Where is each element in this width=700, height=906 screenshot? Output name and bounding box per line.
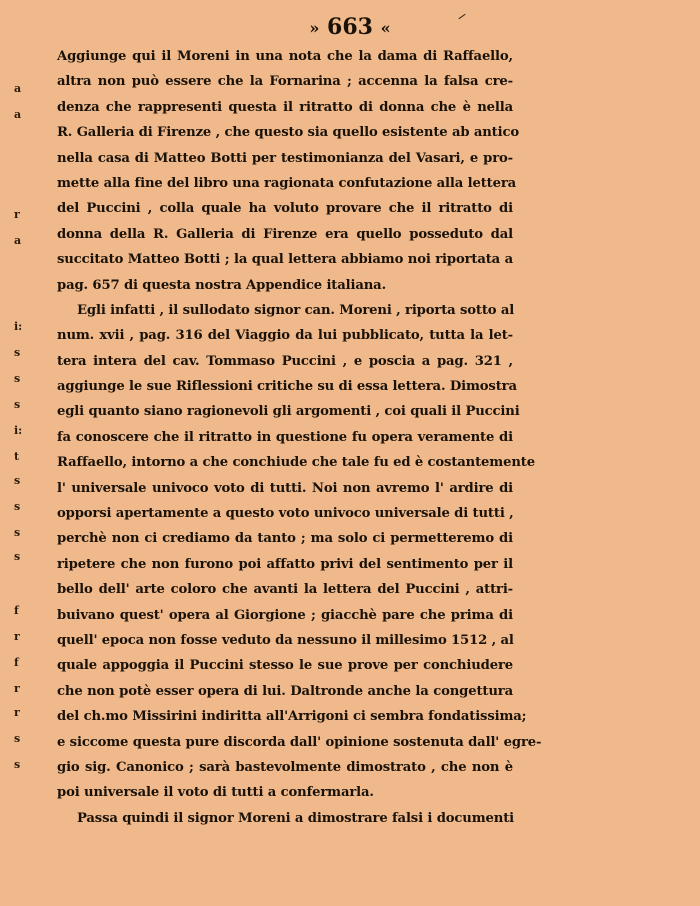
text-line: l' universale univoco voto di tutti. Noi non avremo l' ardire di: [57, 480, 513, 496]
margin-mark: r: [14, 706, 20, 719]
text-line: tera intera del cav. Tommaso Puccini , e poscia a pag. 321 ,: [57, 353, 513, 369]
text-line: che non potè esser opera di lui. Daltronde anche la congettura: [57, 683, 513, 699]
margin-mark: i:: [14, 320, 23, 333]
text-line: Raffaello, intorno a che conchiude che tale fu ed è costantemente: [57, 455, 535, 471]
margin-mark: a: [14, 108, 22, 121]
text-line: del ch.mo Missirini indiritta all'Arrigoni ci sembra fondatissima;: [57, 709, 527, 725]
text-line: poi universale il voto di tutti a confermarla.: [57, 785, 374, 801]
text-line: del Puccini , colla quale ha voluto provare che il ritratto di: [57, 201, 513, 217]
margin-mark: r: [14, 208, 20, 221]
text-line: donna della R. Galleria di Firenze era quello posseduto dal: [57, 226, 513, 242]
margin-mark: s: [14, 526, 21, 539]
margin-mark: s: [14, 550, 21, 563]
text-line: altra non può essere che la Fornarina ; accenna la falsa cre-: [57, 74, 513, 90]
margin-mark: s: [14, 474, 21, 487]
text-line: fa conoscere che il ritratto in questione fu opera veramente di: [57, 429, 513, 445]
margin-mark: a: [14, 234, 22, 247]
text-line: pag. 657 di questa nostra Appendice italiana.: [57, 277, 387, 293]
page-number-text: 663: [327, 14, 373, 40]
text-line: aggiunge le sue Riflessioni critiche su di essa lettera. Dimostra: [57, 379, 517, 395]
text-line: buivano quest' opera al Giorgione ; giacchè pare che prima di: [57, 607, 513, 623]
text-line: Passa quindi il signor Moreni a dimostrare falsi i documenti: [77, 810, 515, 826]
text-line: opporsi apertamente a questo voto univoco universale di tutti ,: [57, 506, 514, 522]
margin-mark: s: [14, 500, 21, 513]
text-line: egli quanto siano ragionevoli gli argomenti , coi quali il Puccini: [57, 404, 520, 420]
text-line: ripetere che non furono poi affatto privi del sentimento per il: [57, 556, 513, 572]
text-line: nella casa di Matteo Botti per testimonianza del Vasari, e pro-: [57, 150, 513, 166]
text-line: Aggiunge qui il Moreni in una nota che la dama di Raffaello,: [57, 49, 513, 64]
margin-mark: s: [14, 346, 21, 359]
text-line: R. Galleria di Firenze , che questo sia quello esistente ab antico: [57, 125, 520, 141]
margin-mark: r: [14, 630, 20, 643]
text-line: num. xvii , pag. 316 del Viaggio da lui pubblicato, tutta la let-: [57, 328, 513, 344]
margin-mark: f: [14, 604, 19, 617]
body-text: [57, 44, 542, 831]
margin-mark: a: [14, 82, 22, 95]
margin-mark: r: [14, 682, 20, 695]
margin-mark: s: [14, 732, 21, 745]
margin-mark: t: [14, 450, 20, 463]
margin-mark: i:: [14, 424, 23, 437]
margin-mark: f: [14, 656, 19, 669]
left-arrow-ornament: »: [309, 18, 320, 38]
text-line: gio sig. Canonico ; sarà bastevolmente dimostrato , che non è: [57, 759, 513, 775]
text-line: e siccome questa pure discorda dall' opinione sostenuta dall' egre-: [57, 734, 542, 750]
text-line: quell' epoca non fosse veduto da nessuno il millesimo 1512 , al: [57, 632, 514, 648]
right-arrow-ornament: «: [380, 18, 391, 38]
text-line: mette alla fine del libro una ragionata confutazione alla lettera: [57, 175, 517, 191]
text-line: perchè non ci crediamo da tanto ; ma solo ci permetteremo di: [57, 531, 513, 547]
page-number: [0, 14, 700, 40]
text-line: bello dell' arte coloro che avanti la lettera del Puccini , attri-: [57, 582, 513, 598]
margin-mark: s: [14, 372, 21, 385]
margin-mark: s: [14, 398, 21, 411]
text-line: denza che rappresenti questa il ritratto di donna che è nella: [57, 99, 513, 115]
margin-mark: s: [14, 758, 21, 771]
text-line: Egli infatti , il sullodato signor can. Moreni , riporta sotto al: [77, 302, 515, 318]
text-line: quale appoggia il Puccini stesso le sue prove per conchiudere: [57, 658, 513, 674]
text-line: succitato Matteo Botti ; la qual lettera abbiamo noi riportata a: [57, 252, 513, 268]
